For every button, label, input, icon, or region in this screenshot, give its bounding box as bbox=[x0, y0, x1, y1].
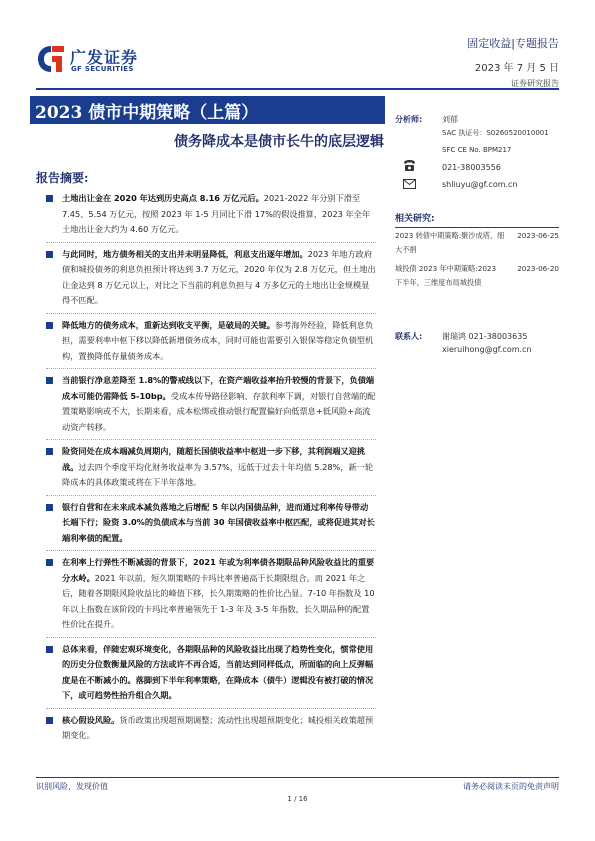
related-heading: 相关研究: bbox=[395, 211, 559, 228]
analyst-name: 刘郁 bbox=[442, 115, 458, 124]
summary-bullet bbox=[46, 191, 376, 243]
related-date: 2023-06-25 bbox=[517, 231, 559, 240]
summary-bullet bbox=[46, 318, 376, 370]
contact-label: 联系人: bbox=[395, 332, 423, 341]
bullet-bold: 土地出让金在 2020 年达到历史高点 8.16 万亿元后。 bbox=[62, 193, 264, 203]
bullet-square-icon bbox=[46, 448, 53, 455]
contact-email[interactable]: xieruihong@gf.com.cn bbox=[442, 345, 532, 354]
report-date: 2023 年 7 月 5 日 bbox=[474, 63, 559, 74]
summary-bullet bbox=[46, 555, 376, 638]
contact-name: 谢瑞鸿 021-38003635 bbox=[442, 332, 528, 341]
bullet-text: 2021 年以前，短久期策略的卡玛比率普遍高于长期限组合。而 2021 年之后，随着各期限风险收益比的峰值下移，长久期策略的性价比凸显。7-10 年指数及 10 年以上指数在该阶段的卡玛比率普遍领先于 1-3 年及 3-5 年指数，长久期品种的配置性价比在提升。 bbox=[62, 572, 375, 629]
bullet-square-icon bbox=[46, 559, 53, 566]
bullet-bold: 当前银行净息差降至 1.8%的警戒线以下，在资产端收益率抬升较慢的背景下，负债端成本可能仍需降低 5-10bp。 bbox=[62, 375, 375, 401]
related-item[interactable] bbox=[395, 229, 559, 257]
summary-bullet bbox=[46, 713, 376, 748]
header-divider bbox=[36, 88, 559, 90]
analyst-sfc: SFC CE No. BPM217 bbox=[442, 146, 512, 154]
bullet-text: 过去四个季度平均化财务收益率为 3.57%，远低于过去十年均值 5.28%，新一轮降成本的具体政策或将在下半年落地。 bbox=[62, 461, 374, 487]
summary-bullet bbox=[46, 642, 376, 709]
bullet-text: 受成本传导路径影响、存款利率下调，对银行自营端的配置策略影响或不大，长期来看，成本松绑或推动银行配置偏好向低票息+低风险+高流动资产转移。 bbox=[62, 390, 376, 432]
bullet-bold: 在利率上行弹性不断减弱的背景下，2021 年或为利率债各期限品种风险收益比的重要分水岭。 bbox=[62, 557, 375, 583]
bullet-square-icon bbox=[46, 646, 53, 653]
summary-bullet bbox=[46, 444, 376, 496]
header-meta bbox=[467, 35, 559, 89]
summary-bullet bbox=[46, 500, 376, 552]
summary-bullet bbox=[46, 373, 376, 440]
related-title[interactable]: 城投债 2023 年中期策略:2023 下半年，三维度布局城投债 bbox=[395, 264, 497, 287]
email-icon bbox=[403, 179, 416, 189]
bullet-bold: 核心假设风险。 bbox=[62, 714, 120, 725]
report-dept: 证券研究报告 bbox=[511, 79, 559, 88]
bullet-bold: 降低地方的债务成本，重新达到收支平衡，是破局的关键。 bbox=[62, 319, 275, 330]
logo-en-text: GF SECURITIES bbox=[71, 65, 134, 73]
report-title: 2023 债市中期策略（上篇） bbox=[35, 103, 259, 123]
related-title[interactable]: 2023 转债中期策略:聚沙成塔、细大不捐 bbox=[395, 231, 505, 254]
related-date: 2023-06-20 bbox=[517, 264, 559, 273]
bullet-square-icon bbox=[46, 251, 53, 258]
report-subtitle: 债务降成本是债市长牛的底层逻辑 bbox=[174, 134, 384, 150]
bullet-bold: 总体来看，伴随宏观环境变化，各期限品种的风险收益比出现了趋势性变化，惯常使用的历史分位数衡量风险的方法或许不再合适，当前达到同样低点，所面临的向上反弹幅度是在不断减小的。落脚到下半年利率策略，在降成本（债牛）逻辑没有被打破的情况下，或可趋势性抬升组合久期。 bbox=[62, 643, 374, 700]
bullet-square-icon bbox=[46, 377, 53, 384]
bullet-text: 参考海外经验，降低利息负担，需要利率中枢下移以降低新增债务成本，同时可能也需要引入银保等稳定负债型机构，置换降低存量债务成本。 bbox=[62, 319, 374, 361]
bullet-text: 2021-2022 年分别下滑至 7.45、5.54 万亿元，按照 2023 年 1-5 月同比下滑 17%的假设推算，2023 年全年土地出让金大约为 4.60 万亿元。 bbox=[62, 193, 371, 234]
analyst-email[interactable]: shliuyu@gf.com.cn bbox=[442, 180, 518, 189]
gf-logo bbox=[36, 44, 158, 78]
summary-bullet bbox=[46, 247, 376, 314]
title-bar bbox=[30, 96, 385, 124]
bullet-square-icon bbox=[46, 504, 53, 511]
page-number: 1 / 16 bbox=[287, 795, 308, 803]
summary-heading: 报告摘要: bbox=[36, 171, 89, 185]
footer-slogan: 识别风险，发现价值 bbox=[36, 782, 108, 791]
bullet-square-icon bbox=[46, 195, 53, 202]
footer-divider bbox=[36, 777, 559, 778]
bullet-bold: 银行自营和在未来成本减负落地之后增配 5 年以内国债品种，进而通过利率传导带动长端下行；险资 3.0%的负债成本与当前 30 年国债收益率中枢匹配，或将促进其对长端利率债的配置。 bbox=[62, 501, 375, 543]
report-type: 固定收益|专题报告 bbox=[467, 37, 559, 50]
bullet-text: 2023 年地方政府债和城投债务的利息负担预计将达到 3.7 万亿元，2020 年仅为 2.8 万亿元，但土地出让金达到 8 万亿元以上，对比之下当前的利息负担与 4 万多亿元的土地出让金规模显得不匹配。 bbox=[62, 248, 376, 305]
summary-list bbox=[46, 191, 376, 752]
bullet-bold: 与此同时，地方债务相关的支出并未明显降低，利息支出逐年增加。 bbox=[62, 248, 308, 259]
analyst-sac: SAC 执证号：S0260520010001 bbox=[442, 129, 549, 137]
bullet-bold: 险资同处在成本端减负周期内，随超长国债收益率中枢进一步下移，其利润端又迎挑战。 bbox=[62, 446, 365, 472]
bullet-square-icon bbox=[46, 322, 53, 329]
analyst-phone: 021-38003556 bbox=[442, 163, 501, 172]
bullet-square-icon bbox=[46, 717, 53, 724]
gf-logo-mark-icon bbox=[36, 44, 66, 74]
phone-icon bbox=[403, 160, 416, 171]
related-item[interactable] bbox=[395, 262, 559, 290]
footer-disclaimer: 请务必阅读末页的免责声明 bbox=[463, 782, 559, 791]
logo-cn-text: 广发证券 bbox=[70, 48, 139, 67]
analyst-label: 分析师: bbox=[395, 115, 423, 124]
bullet-text: 货币政策出现超预期调整；流动性出现超预期变化；城投相关政策超预期变化。 bbox=[62, 714, 374, 740]
